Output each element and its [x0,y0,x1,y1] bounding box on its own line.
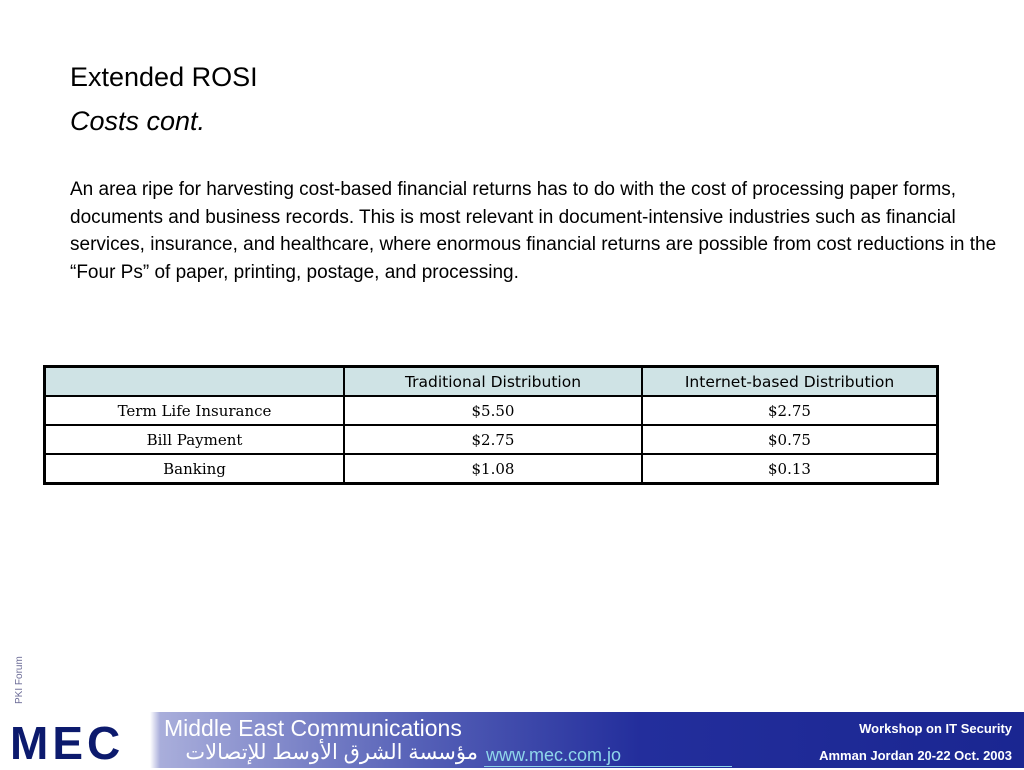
mec-logo: MEC [10,717,125,769]
table-cell: $2.75 [344,425,642,454]
company-name-english: Middle East Communications [164,715,462,741]
table-cell: Banking [45,454,345,484]
slide-title: Extended ROSI [70,62,258,92]
website-link[interactable]: www.mec.com.jo [486,745,622,765]
table-header-row [45,367,938,397]
table-row [45,425,938,454]
table-cell: $1.08 [344,454,642,484]
website-underline [484,766,732,767]
table-header-cell [45,367,345,397]
table-cell: $2.75 [642,396,938,425]
table-cell: $5.50 [344,396,642,425]
table-cell: Bill Payment [45,425,345,454]
side-label: PKI Forum [14,656,25,704]
event-title: Workshop on IT Security [859,721,1012,736]
event-venue: Amman Jordan 20-22 Oct. 2003 [819,748,1012,763]
table-cell: $0.75 [642,425,938,454]
footer-banner [0,712,1024,768]
table-cell: Term Life Insurance [45,396,345,425]
slide-subtitle: Costs cont. [70,106,206,136]
body-paragraph: An area ripe for harvesting cost-based financial returns has to do with the cost of processing paper forms, documents and business records. This is most relevant in document-intensive industries such as financial services, insurance, and healthcare, where enormous financial returns are possible from cost reductions in the “Four Ps” of paper, printing, postage, and processing. [70,179,997,283]
table-header-cell: Traditional Distribution [344,367,642,397]
table-row [45,454,938,484]
table-header-cell: Internet-based Distribution [642,367,938,397]
company-name-arabic: مؤسسة الشرق الأوسط للإتصالات [185,741,478,764]
table-cell: $0.13 [642,454,938,484]
cost-comparison-table [43,365,939,485]
table-row [45,396,938,425]
